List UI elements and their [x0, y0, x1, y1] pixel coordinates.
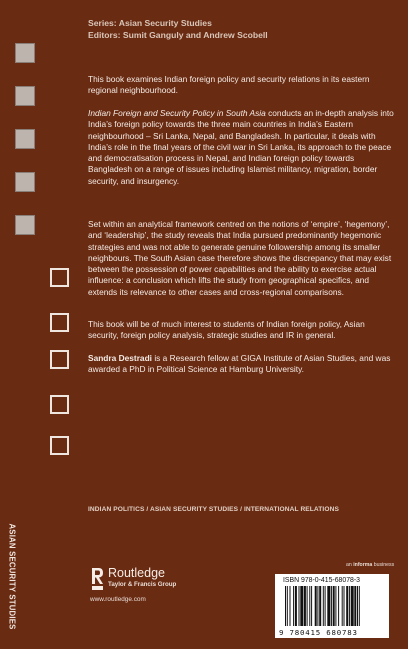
- decorative-square: [15, 43, 35, 63]
- series-editors: Editors: Sumit Ganguly and Andrew Scobell: [88, 29, 268, 40]
- book-title: Indian Foreign and Security Policy in South Asia: [88, 108, 266, 118]
- decorative-square-outline: [50, 350, 69, 369]
- blurb-paragraph: Indian Foreign and Security Policy in South Asia conducts an in-depth analysis into India’s foreign policy towards the three main countries in India’s Eastern neighbourhood – Sri Lanka, Nepal, and Bangladesh. In particular, it deals with India’s role in the final years of the civil war in Sri Lanka, its approach to the peace and democratisation process in Nepal, and Indian foreign policy towards Bangladesh on a range of issues including Islamist militancy, migration, border security, and insurgency.: [88, 108, 394, 186]
- decorative-square-outline: [50, 313, 69, 332]
- publisher-url: www.routledge.com: [90, 596, 146, 603]
- decorative-square: [15, 172, 35, 192]
- decorative-square: [15, 129, 35, 149]
- decorative-square-outline: [50, 436, 69, 455]
- informa-logo: informa: [353, 562, 373, 568]
- subject-categories: INDIAN POLITICS / ASIAN SECURITY STUDIES / INTERNATIONAL RELATIONS: [88, 506, 339, 513]
- series-title: Series: Asian Security Studies: [88, 18, 212, 28]
- routledge-logo-icon: [90, 566, 104, 592]
- decorative-square-outline: [50, 395, 69, 414]
- author-name: Sandra Destradi: [88, 353, 152, 363]
- publisher-name: Routledge: [108, 566, 165, 580]
- blurb-paragraph: Set within an analytical framework centred on the notions of ‘empire’, ‘hegemony’, and ‘leadership’, the study reveals that India pursued predominantly hegemonic strategies and was not able to generate genuine followership among its smaller neighbours. The South Asian case therefore shows the discrepancy that may exist between the possession of power capabilities and the ability to exercise actual influence: a conclusion which lifts the study from geographical specifics, and extends its relevance to other cases and cross-regional comparisons.: [88, 219, 392, 297]
- author-bio: Sandra Destradi is a Research fellow at GIGA Institute of Asian Studies, and was awarded a PhD in Political Science at Hamburg University.: [88, 353, 391, 375]
- publisher-block: [90, 566, 200, 616]
- series-info: [88, 18, 268, 41]
- publisher-group: Taylor & Francis Group: [108, 581, 177, 588]
- blurb-paragraph: This book examines Indian foreign policy and security relations in its eastern regional neighbourhood.: [88, 74, 370, 96]
- decorative-square: [15, 86, 35, 106]
- decorative-square: [15, 215, 35, 235]
- barcode-icon: [283, 586, 383, 628]
- spine-series-label: ASIAN SECURITY STUDIES: [7, 522, 17, 630]
- informa-tagline: an informa business: [346, 562, 395, 568]
- barcode-digits: 9 780415 680783: [279, 628, 358, 637]
- isbn-number: ISBN 978-0-415-68078-3: [283, 577, 360, 584]
- decorative-square-outline: [50, 268, 69, 287]
- blurb-paragraph: This book will be of much interest to students of Indian foreign policy, Asian security, foreign policy analysis, strategic studies and IR in general.: [88, 319, 365, 341]
